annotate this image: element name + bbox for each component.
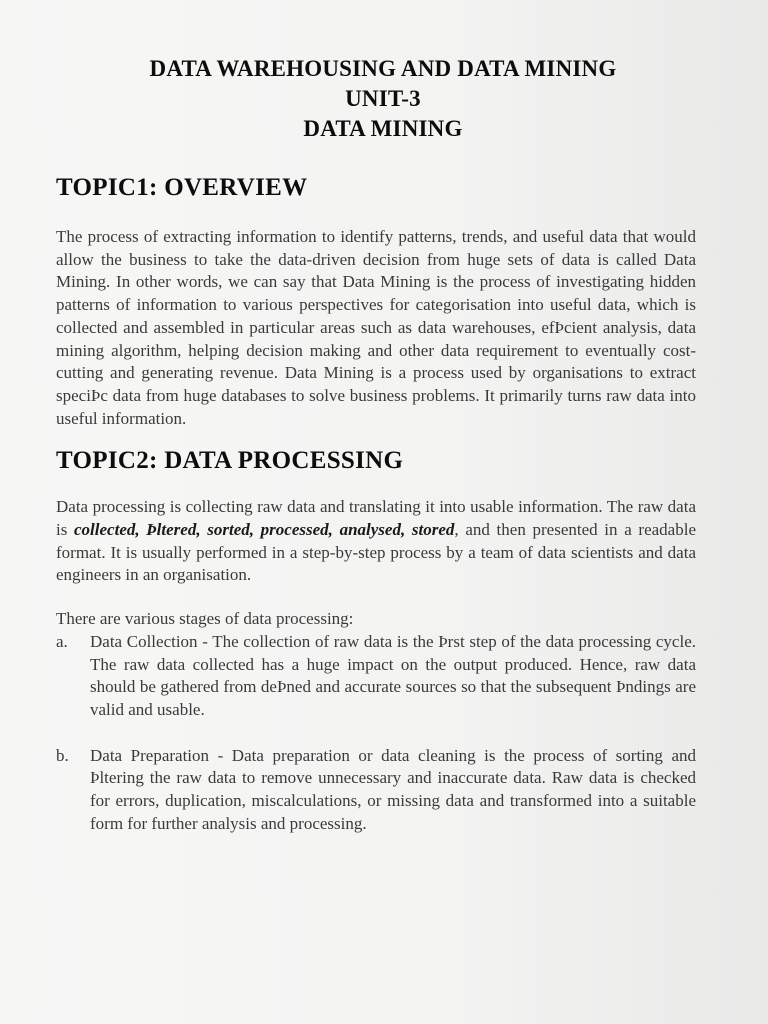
stage-item-data-preparation <box>56 745 696 836</box>
stages-intro: There are various stages of data processing: <box>56 609 354 629</box>
stage-text: Data Preparation - Data preparation or data cleaning is the process of sorting and Þltering the raw data to remove unnecessary and inaccurate data. Raw data is checked for errors, duplication, miscalculations, or missing data and transformed into a suitable form for further analysis and processing. <box>90 745 696 833</box>
course-title: DATA WAREHOUSING AND DATA MINING <box>149 56 617 81</box>
list-marker: b. <box>56 745 69 765</box>
stage-text: Data Collection - The collection of raw data is the Þrst step of the data processing cycle. The raw data collected has a huge impact on the output produced. Hence, raw data should be gathered from deÞned and accurate sources so that the subsequent Þndings are valid and usable. <box>90 631 696 719</box>
topic2-heading: TOPIC2: DATA PROCESSING <box>56 447 404 475</box>
unit-subject-title: DATA MINING <box>303 116 463 141</box>
intro-text-before: Data processing is collecting raw data and translating it into usable information. The raw data is <box>56 497 696 540</box>
document-title-block <box>56 54 710 144</box>
stage-item-data-collection <box>56 631 696 722</box>
topic1-heading: TOPIC1: OVERVIEW <box>56 174 308 201</box>
unit-title: UNIT-3 <box>345 86 421 111</box>
intro-text-after: , and then presented in a readable format. It is usually performed in a step-by-step process by a team of data scientists and data engineers in an organisation. <box>56 520 696 585</box>
list-marker: a. <box>56 631 68 651</box>
topic1-paragraph: The process of extracting information to identify patterns, trends, and useful data that would allow the business to take the data-driven decision from huge sets of data is called Data Mining. In other words, we can say that Data Mining is the process of investigating hidden patterns of information to various perspectives for categorisation into useful data, which is collected and assembled in particular areas such as data warehouses, efÞcient analysis, data mining algorithm, helping decision making and other data requirement to eventually cost-cutting and generating revenue. Data Mining is a process used by organisations to extract speciÞc data from huge databases to solve business problems. It primarily turns raw data into useful information. <box>56 227 696 428</box>
stages-list <box>56 631 696 836</box>
topic2-intro-paragraph <box>56 496 696 587</box>
intro-emphasis-text: collected, Þltered, sorted, processed, analysed, stored <box>74 520 455 540</box>
